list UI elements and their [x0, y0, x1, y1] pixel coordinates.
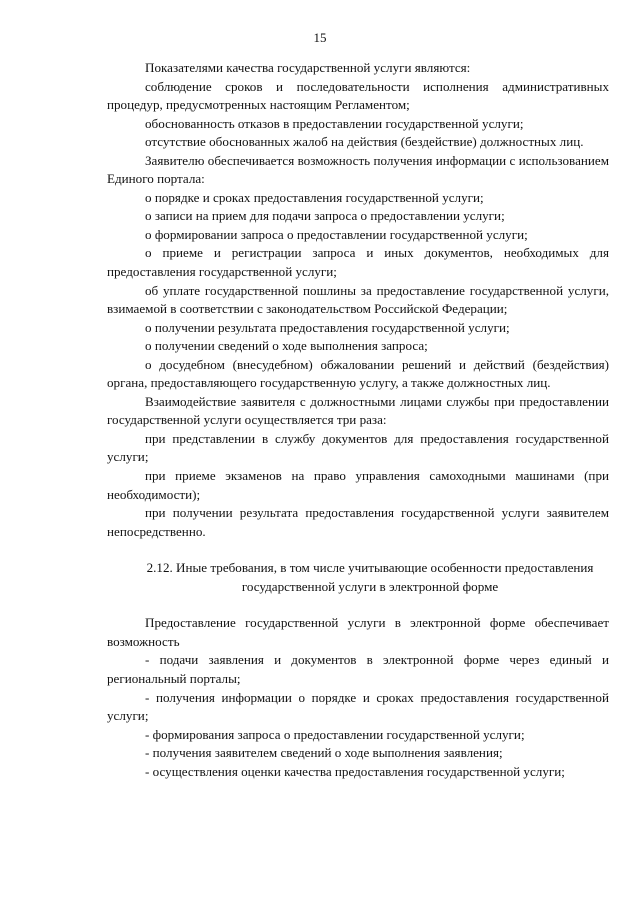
paragraph: Предоставление государственной услуги в электронной форме обеспечивает возможность: [107, 615, 609, 649]
spacer: [107, 596, 609, 614]
paragraph: о получении результата предоставления государственной услуги;: [145, 319, 510, 335]
document-body: [107, 59, 609, 781]
paragraph: об уплате государственной пошлины за предоставление государственной услуги, взимаемой в соответствии с законодательством Российской Федерации;: [107, 282, 609, 317]
paragraph: о приеме и регистрации запроса и иных документов, необходимых для предоставления государственной услуги;: [107, 245, 609, 280]
paragraph: соблюдение сроков и последовательности исполнения административных процедур, предусмотренных настоящим Регламентом;: [107, 78, 609, 113]
paragraph: о порядке и сроках предоставления государственной услуги;: [145, 189, 484, 205]
paragraph: Заявителю обеспечивается возможность получения информации с использованием Единого портала:: [107, 152, 609, 187]
paragraph: при представлении в службу документов для предоставления государственной услуги;: [107, 430, 609, 465]
spacer: [107, 541, 609, 559]
paragraph: Показателями качества государственной услуги являются:: [145, 60, 471, 75]
paragraph: при приеме экзаменов на право управления самоходными машинами (при необходимости);: [107, 468, 609, 502]
section-heading: 2.12. Иные требования, в том числе учитывающие особенности предоставления государственной услуги в электронной форме: [146, 560, 594, 594]
paragraph: о записи на прием для подачи запроса о предоставлении услуги;: [145, 208, 505, 224]
paragraph: о досудебном (внесудебном) обжаловании решений и действий (бездействия) органа, предоставляющего государственную услугу, а также должностных лиц.: [107, 356, 609, 391]
paragraph: - осуществления оценки качества предоставления государственной услуги;: [145, 763, 565, 779]
paragraph: о получении сведений о ходе выполнения запроса;: [145, 338, 428, 354]
page-number: 15: [313, 30, 327, 45]
paragraph: о формировании запроса о предоставлении государственной услуги;: [145, 226, 528, 242]
paragraph: - формирования запроса о предоставлении государственной услуги;: [145, 726, 525, 742]
paragraph: Взаимодействие заявителя с должностными лицами службы при предоставлении государственной услуги осуществляется три раза:: [107, 393, 609, 428]
paragraph: при получении результата предоставления государственной услуги заявителем непосредственно.: [107, 505, 609, 539]
paragraph-group-quality: [107, 59, 609, 541]
paragraph: - получения заявителем сведений о ходе выполнения заявления;: [145, 745, 503, 761]
paragraph: обоснованность отказов в предоставлении государственной услуги;: [145, 115, 524, 131]
paragraph: - получения информации о порядке и сроках предоставления государственной услуги;: [107, 689, 609, 724]
paragraph: отсутствие обоснованных жалоб на действия (бездействие) должностных лиц.: [145, 134, 584, 150]
paragraph-group-electronic: [107, 614, 609, 781]
paragraph: - подачи заявления и документов в электронной форме через единый и региональный порталы;: [107, 652, 609, 686]
